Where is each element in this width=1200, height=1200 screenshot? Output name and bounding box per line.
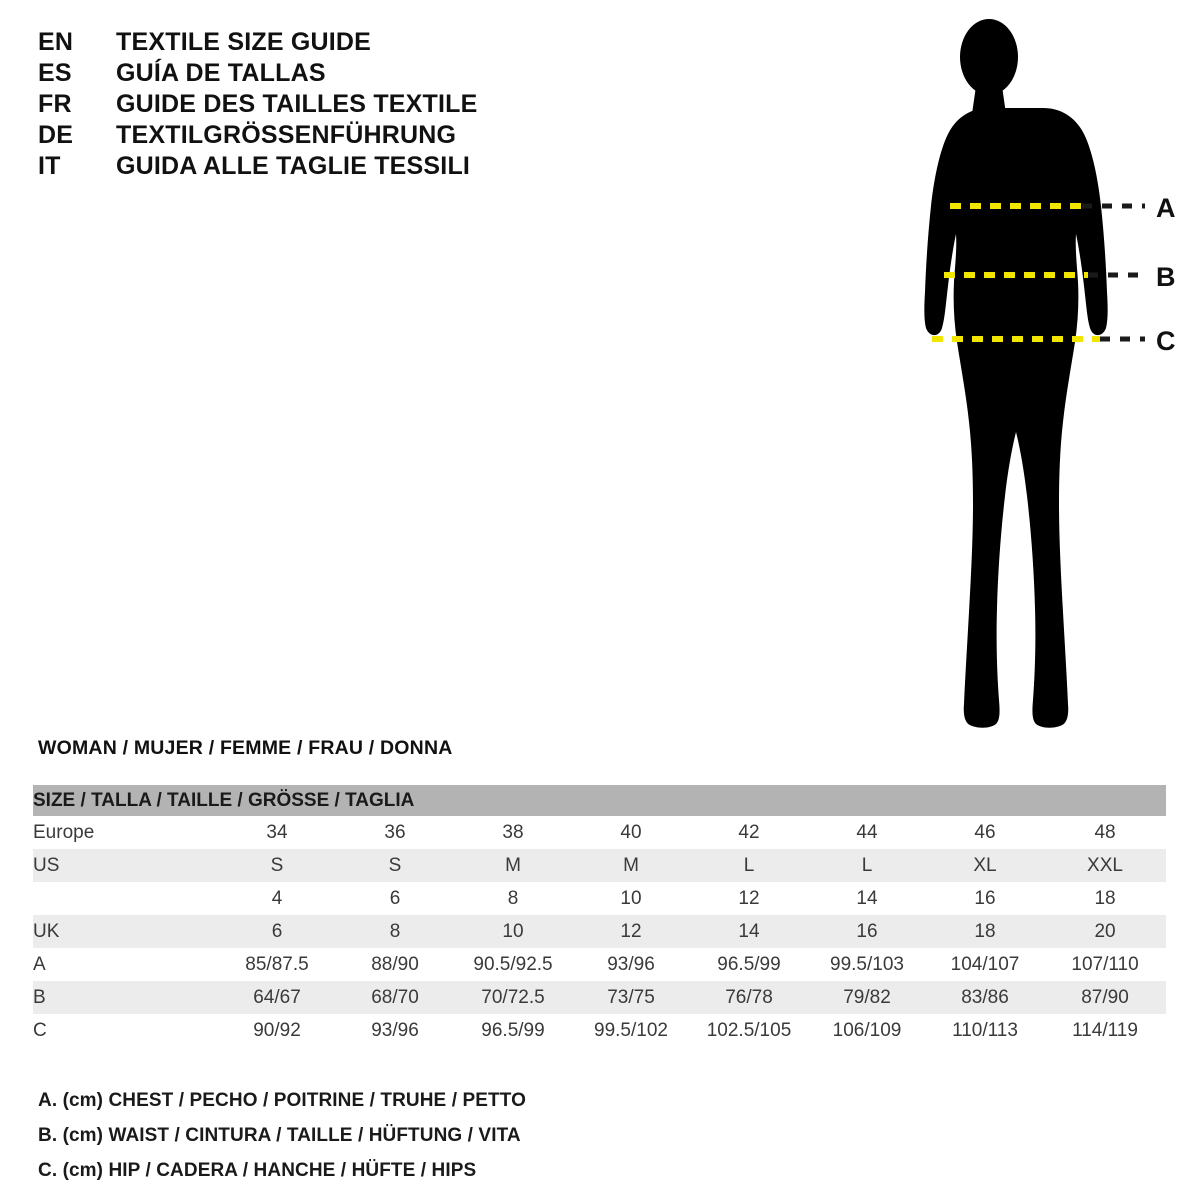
- section-heading: WOMAN / MUJER / FEMME / FRAU / DONNA: [38, 737, 453, 759]
- table-row-us-numeric: [33, 882, 1166, 915]
- row-label-us: US: [33, 849, 218, 882]
- cell-a-2: 90.5/92.5: [454, 948, 572, 981]
- title-row-de: [38, 121, 598, 150]
- cell-c-7: 114/119: [1044, 1014, 1166, 1047]
- cell-us-0: S: [218, 849, 336, 882]
- cell-us-6: XL: [926, 849, 1044, 882]
- cell-europe-3: 40: [572, 816, 690, 849]
- title-text-it: GUIDA ALLE TAGLIE TESSILI: [116, 152, 471, 180]
- marker-label-b: B: [1156, 262, 1176, 292]
- cell-usnum-4: 12: [690, 882, 808, 915]
- cell-b-3: 73/75: [572, 981, 690, 1014]
- cell-usnum-7: 18: [1044, 882, 1166, 915]
- title-lang-en: EN: [38, 28, 74, 56]
- table-row-uk: [33, 915, 1166, 948]
- title-text-de: TEXTILGRÖSSENFÜHRUNG: [116, 121, 457, 149]
- cell-a-4: 96.5/99: [690, 948, 808, 981]
- title-row-es: [38, 59, 598, 88]
- cell-uk-5: 16: [808, 915, 926, 948]
- row-label-us-numeric: [33, 882, 218, 915]
- title-lang-es: ES: [38, 59, 72, 87]
- row-label-a: A: [33, 948, 218, 981]
- measurement-figure: [860, 10, 1190, 750]
- cell-c-3: 99.5/102: [572, 1014, 690, 1047]
- cell-usnum-0: 4: [218, 882, 336, 915]
- cell-uk-2: 10: [454, 915, 572, 948]
- row-label-b: B: [33, 981, 218, 1014]
- cell-europe-5: 44: [808, 816, 926, 849]
- cell-b-5: 79/82: [808, 981, 926, 1014]
- row-label-europe: Europe: [33, 816, 218, 849]
- cell-a-0: 85/87.5: [218, 948, 336, 981]
- cell-europe-4: 42: [690, 816, 808, 849]
- title-row-fr: [38, 90, 598, 119]
- title-row-en: [38, 28, 598, 57]
- title-row-it: [38, 152, 598, 181]
- legend: [38, 1090, 738, 1195]
- female-silhouette-icon: [924, 19, 1107, 728]
- cell-europe-6: 46: [926, 816, 1044, 849]
- cell-b-7: 87/90: [1044, 981, 1166, 1014]
- legend-row-a: A. (cm) CHEST / PECHO / POITRINE / TRUHE / PETTO: [38, 1090, 526, 1111]
- cell-b-6: 83/86: [926, 981, 1044, 1014]
- cell-europe-7: 48: [1044, 816, 1166, 849]
- cell-usnum-3: 10: [572, 882, 690, 915]
- cell-us-1: S: [336, 849, 454, 882]
- marker-label-c: C: [1156, 326, 1176, 356]
- row-label-c: C: [33, 1014, 218, 1047]
- cell-usnum-2: 8: [454, 882, 572, 915]
- cell-a-3: 93/96: [572, 948, 690, 981]
- table-row-europe: [33, 816, 1166, 849]
- title-lang-it: IT: [38, 152, 61, 180]
- table-row-us: [33, 849, 1166, 882]
- size-table: [33, 785, 1166, 1047]
- cell-b-1: 68/70: [336, 981, 454, 1014]
- cell-uk-3: 12: [572, 915, 690, 948]
- legend-row-c: C. (cm) HIP / CADERA / HANCHE / HÜFTE / HIPS: [38, 1160, 477, 1181]
- cell-c-6: 110/113: [926, 1014, 1044, 1047]
- table-header-row: [33, 785, 1166, 816]
- table-row-a: [33, 948, 1166, 981]
- cell-usnum-1: 6: [336, 882, 454, 915]
- cell-usnum-5: 14: [808, 882, 926, 915]
- cell-a-6: 104/107: [926, 948, 1044, 981]
- cell-uk-4: 14: [690, 915, 808, 948]
- cell-uk-6: 18: [926, 915, 1044, 948]
- cell-c-0: 90/92: [218, 1014, 336, 1047]
- row-label-uk: UK: [33, 915, 218, 948]
- cell-b-0: 64/67: [218, 981, 336, 1014]
- cell-b-4: 76/78: [690, 981, 808, 1014]
- table-row-c: [33, 1014, 1166, 1047]
- cell-a-5: 99.5/103: [808, 948, 926, 981]
- cell-c-4: 102.5/105: [690, 1014, 808, 1047]
- title-text-es: GUÍA DE TALLAS: [116, 59, 326, 87]
- cell-us-5: L: [808, 849, 926, 882]
- cell-c-5: 106/109: [808, 1014, 926, 1047]
- table-header-label: SIZE / TALLA / TAILLE / GRÖSSE / TAGLIA: [33, 785, 1166, 816]
- title-block: [38, 28, 598, 183]
- cell-us-7: XXL: [1044, 849, 1166, 882]
- marker-label-a: A: [1156, 193, 1176, 223]
- cell-us-4: L: [690, 849, 808, 882]
- cell-us-3: M: [572, 849, 690, 882]
- cell-uk-1: 8: [336, 915, 454, 948]
- cell-b-2: 70/72.5: [454, 981, 572, 1014]
- cell-c-2: 96.5/99: [454, 1014, 572, 1047]
- cell-europe-1: 36: [336, 816, 454, 849]
- cell-europe-0: 34: [218, 816, 336, 849]
- title-text-fr: GUIDE DES TAILLES TEXTILE: [116, 90, 478, 118]
- legend-row-b: B. (cm) WAIST / CINTURA / TAILLE / HÜFTUNG / VITA: [38, 1125, 521, 1146]
- table-row-b: [33, 981, 1166, 1014]
- cell-europe-2: 38: [454, 816, 572, 849]
- cell-uk-7: 20: [1044, 915, 1166, 948]
- cell-uk-0: 6: [218, 915, 336, 948]
- cell-usnum-6: 16: [926, 882, 1044, 915]
- cell-c-1: 93/96: [336, 1014, 454, 1047]
- title-text-en: TEXTILE SIZE GUIDE: [116, 28, 372, 56]
- title-lang-fr: FR: [38, 90, 72, 118]
- cell-a-1: 88/90: [336, 948, 454, 981]
- cell-us-2: M: [454, 849, 572, 882]
- cell-a-7: 107/110: [1044, 948, 1166, 981]
- title-lang-de: DE: [38, 121, 74, 149]
